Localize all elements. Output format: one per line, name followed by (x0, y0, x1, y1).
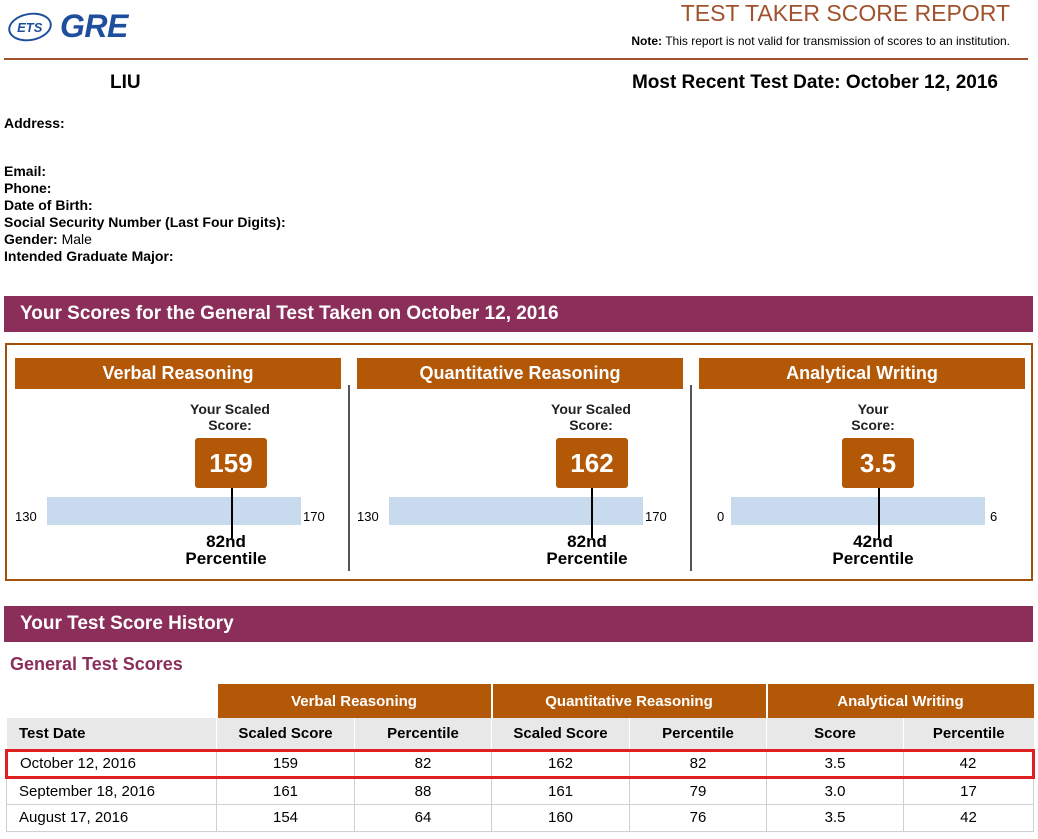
table-cell: 79 (630, 777, 767, 804)
table-cell: 3.0 (767, 777, 904, 804)
table-cell: 161 (492, 777, 630, 804)
gender-field: Gender: Male (4, 231, 92, 247)
gender-value: Male (61, 231, 92, 247)
header-divider (4, 58, 1028, 60)
major-label: Intended Graduate Major: (4, 248, 174, 264)
table-cell: 42 (904, 804, 1034, 831)
verbal-heading: Verbal Reasoning (15, 358, 341, 389)
writing-heading: Analytical Writing (699, 358, 1025, 389)
column-header: Percentile (630, 718, 767, 750)
group-header-writing: Analytical Writing (767, 684, 1034, 718)
verbal-score-box: 159 (195, 438, 267, 488)
table-row (7, 777, 1034, 804)
table-cell: October 12, 2016 (7, 750, 217, 777)
address-label: Address: (4, 115, 65, 131)
column-header: Percentile (355, 718, 492, 750)
verbal-scale-min: 130 (15, 509, 37, 524)
score-panel (5, 343, 1033, 581)
table-cell: 76 (630, 804, 767, 831)
ets-gre-logo (8, 8, 128, 45)
writing-percentile: 42nd Percentile (832, 532, 914, 568)
quant-score-label: Your Scaled Score: (551, 401, 631, 433)
table-cell: 154 (217, 804, 355, 831)
table-cell: 160 (492, 804, 630, 831)
column-divider (348, 385, 350, 571)
scores-section-header: Your Scores for the General Test Taken on October 12, 2016 (4, 296, 1033, 332)
table-cell: 17 (904, 777, 1034, 804)
table-row (7, 804, 1034, 831)
writing-scale-bar (731, 497, 985, 525)
history-section-header: Your Test Score History (4, 606, 1033, 642)
table-cell: 159 (217, 750, 355, 777)
candidate-name: LIU (110, 72, 141, 93)
history-subtitle: General Test Scores (10, 654, 183, 674)
column-header: Percentile (904, 718, 1034, 750)
writing-score-marker (878, 488, 880, 538)
verbal-percentile: 82nd Percentile (185, 532, 267, 568)
table-cell: 161 (217, 777, 355, 804)
quant-scale-bar (389, 497, 643, 525)
column-divider (690, 385, 692, 571)
column-header: Scaled Score (217, 718, 355, 750)
table-cell: 88 (355, 777, 492, 804)
group-header-verbal: Verbal Reasoning (217, 684, 492, 718)
writing-scale-min: 0 (717, 509, 725, 524)
verbal-score-label: Your Scaled Score: (190, 401, 270, 433)
verbal-scale-max: 170 (303, 509, 325, 524)
email-label: Email: (4, 163, 47, 179)
quant-score-marker (591, 488, 593, 538)
table-cell: 82 (355, 750, 492, 777)
quant-scale-max: 170 (645, 509, 667, 524)
table-cell: September 18, 2016 (7, 777, 217, 804)
report-note: Note: This report is not valid for transmission of scores to an institution. (631, 34, 1010, 48)
table-cell: 3.5 (767, 750, 904, 777)
empty-corner (7, 684, 217, 718)
writing-scale-max: 6 (990, 509, 998, 524)
writing-score-box: 3.5 (842, 438, 914, 488)
table-cell: 64 (355, 804, 492, 831)
table-row-highlighted (7, 750, 1034, 777)
quant-percentile: 82nd Percentile (546, 532, 628, 568)
dob-label: Date of Birth: (4, 197, 93, 213)
quant-score-box: 162 (556, 438, 628, 488)
most-recent-test-date: Most Recent Test Date: October 12, 2016 (631, 72, 998, 93)
gre-logo-text: GRE (60, 8, 128, 44)
writing-score-label: Your Score: (851, 401, 895, 433)
table-cell: 3.5 (767, 804, 904, 831)
table-cell: 162 (492, 750, 630, 777)
quant-heading: Quantitative Reasoning (357, 358, 683, 389)
table-cell: 82 (630, 750, 767, 777)
phone-label: Phone: (4, 180, 52, 196)
column-header: Score (767, 718, 904, 750)
ssn-label: Social Security Number (Last Four Digits): (4, 214, 286, 230)
group-header-quant: Quantitative Reasoning (492, 684, 767, 718)
column-header: Scaled Score (492, 718, 630, 750)
ets-logo: ETS (6, 9, 54, 44)
verbal-scale-bar (47, 497, 301, 525)
table-cell: August 17, 2016 (7, 804, 217, 831)
table-cell: 42 (904, 750, 1034, 777)
score-history-table (5, 684, 1035, 832)
quant-scale-min: 130 (357, 509, 379, 524)
report-title: TEST TAKER SCORE REPORT (680, 0, 1010, 26)
column-header: Test Date (7, 718, 217, 750)
verbal-score-marker (231, 488, 233, 538)
